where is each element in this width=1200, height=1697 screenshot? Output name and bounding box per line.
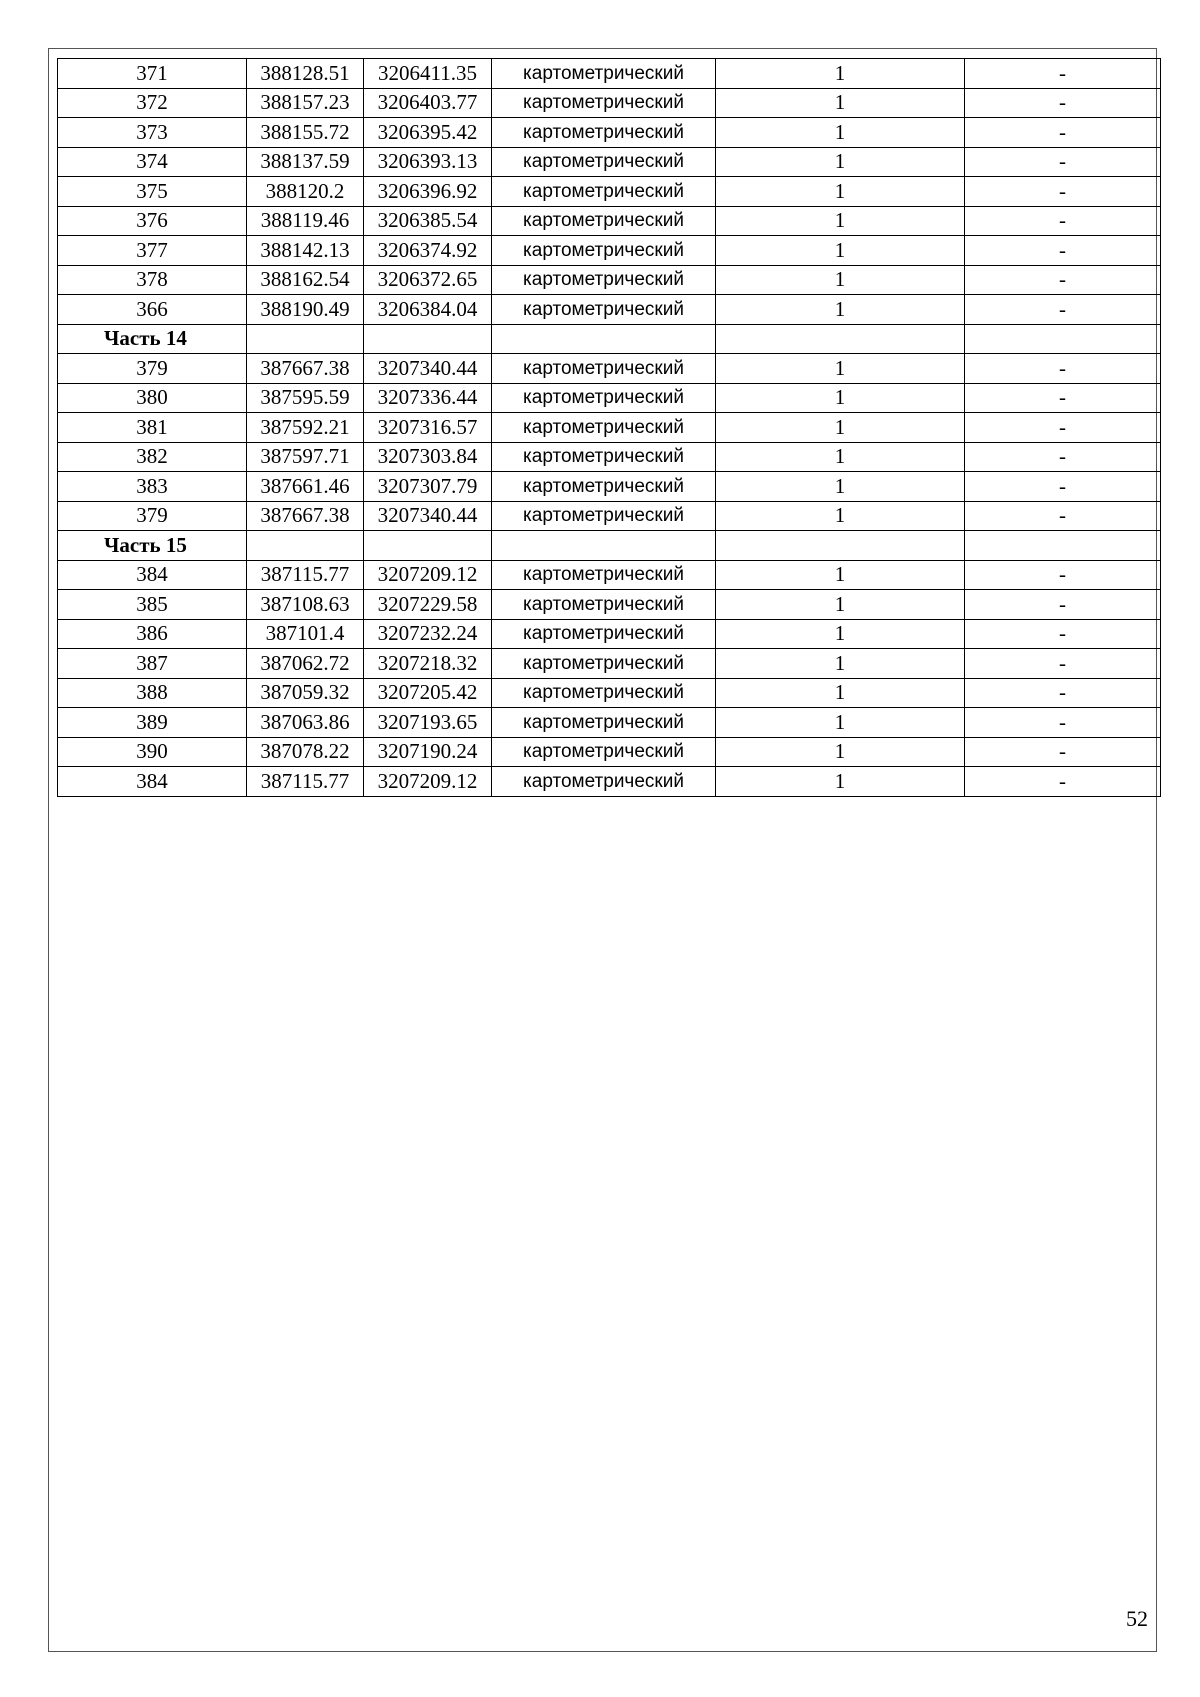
point-number-cell: 382 [58, 442, 247, 472]
empty-cell [716, 531, 965, 561]
table-row [58, 590, 1161, 620]
table-row [58, 118, 1161, 148]
note-cell: - [965, 708, 1161, 738]
table-row [58, 560, 1161, 590]
accuracy-cell: 1 [716, 236, 965, 266]
empty-cell [492, 324, 716, 354]
point-number-cell: 387 [58, 649, 247, 679]
y-coordinate-cell: 3206374.92 [364, 236, 492, 266]
x-coordinate-cell: 387595.59 [247, 383, 364, 413]
x-coordinate-cell: 388155.72 [247, 118, 364, 148]
accuracy-cell: 1 [716, 206, 965, 236]
y-coordinate-cell: 3207209.12 [364, 767, 492, 797]
y-coordinate-cell: 3207336.44 [364, 383, 492, 413]
note-cell: - [965, 619, 1161, 649]
part-label: Часть 14 [58, 324, 247, 354]
point-number-cell: 380 [58, 383, 247, 413]
accuracy-cell: 1 [716, 118, 965, 148]
point-number-cell: 388 [58, 678, 247, 708]
note-cell: - [965, 206, 1161, 236]
accuracy-cell: 1 [716, 59, 965, 89]
x-coordinate-cell: 387592.21 [247, 413, 364, 443]
method-cell: картометрический [492, 88, 716, 118]
table-row [58, 767, 1161, 797]
note-cell: - [965, 265, 1161, 295]
point-number-cell: 373 [58, 118, 247, 148]
accuracy-cell: 1 [716, 678, 965, 708]
note-cell: - [965, 413, 1161, 443]
y-coordinate-cell: 3207307.79 [364, 472, 492, 502]
method-cell: картометрический [492, 236, 716, 266]
accuracy-cell: 1 [716, 442, 965, 472]
x-coordinate-cell: 387667.38 [247, 354, 364, 384]
y-coordinate-cell: 3207229.58 [364, 590, 492, 620]
note-cell: - [965, 501, 1161, 531]
table-row [58, 501, 1161, 531]
note-cell: - [965, 442, 1161, 472]
part-header-row [58, 324, 1161, 354]
method-cell: картометрический [492, 147, 716, 177]
empty-cell [364, 531, 492, 561]
method-cell: картометрический [492, 413, 716, 443]
method-cell: картометрический [492, 472, 716, 502]
table-row [58, 236, 1161, 266]
method-cell: картометрический [492, 206, 716, 236]
y-coordinate-cell: 3207190.24 [364, 737, 492, 767]
method-cell: картометрический [492, 383, 716, 413]
note-cell: - [965, 737, 1161, 767]
table-row [58, 413, 1161, 443]
point-number-cell: 372 [58, 88, 247, 118]
table-row [58, 708, 1161, 738]
y-coordinate-cell: 3207303.84 [364, 442, 492, 472]
note-cell: - [965, 118, 1161, 148]
note-cell: - [965, 236, 1161, 266]
empty-cell [492, 531, 716, 561]
x-coordinate-cell: 387108.63 [247, 590, 364, 620]
note-cell: - [965, 590, 1161, 620]
point-number-cell: 379 [58, 501, 247, 531]
empty-cell [247, 324, 364, 354]
note-cell: - [965, 560, 1161, 590]
y-coordinate-cell: 3206403.77 [364, 88, 492, 118]
method-cell: картометрический [492, 678, 716, 708]
accuracy-cell: 1 [716, 265, 965, 295]
accuracy-cell: 1 [716, 560, 965, 590]
note-cell: - [965, 295, 1161, 325]
empty-cell [716, 324, 965, 354]
accuracy-cell: 1 [716, 767, 965, 797]
empty-cell [364, 324, 492, 354]
note-cell: - [965, 354, 1161, 384]
accuracy-cell: 1 [716, 354, 965, 384]
y-coordinate-cell: 3206372.65 [364, 265, 492, 295]
table-row [58, 737, 1161, 767]
x-coordinate-cell: 388162.54 [247, 265, 364, 295]
accuracy-cell: 1 [716, 649, 965, 679]
x-coordinate-cell: 387063.86 [247, 708, 364, 738]
method-cell: картометрический [492, 590, 716, 620]
accuracy-cell: 1 [716, 88, 965, 118]
table-row [58, 177, 1161, 207]
empty-cell [965, 324, 1161, 354]
accuracy-cell: 1 [716, 737, 965, 767]
point-number-cell: 371 [58, 59, 247, 89]
accuracy-cell: 1 [716, 472, 965, 502]
point-number-cell: 374 [58, 147, 247, 177]
point-number-cell: 378 [58, 265, 247, 295]
y-coordinate-cell: 3207209.12 [364, 560, 492, 590]
y-coordinate-cell: 3207205.42 [364, 678, 492, 708]
page-number: 52 [1126, 1606, 1148, 1631]
point-number-cell: 384 [58, 767, 247, 797]
note-cell: - [965, 767, 1161, 797]
note-cell: - [965, 649, 1161, 679]
x-coordinate-cell: 387101.4 [247, 619, 364, 649]
point-number-cell: 383 [58, 472, 247, 502]
method-cell: картометрический [492, 708, 716, 738]
empty-cell [965, 531, 1161, 561]
y-coordinate-cell: 3206385.54 [364, 206, 492, 236]
x-coordinate-cell: 388128.51 [247, 59, 364, 89]
accuracy-cell: 1 [716, 413, 965, 443]
method-cell: картометрический [492, 265, 716, 295]
point-number-cell: 379 [58, 354, 247, 384]
method-cell: картометрический [492, 442, 716, 472]
table-row [58, 265, 1161, 295]
table-row [58, 678, 1161, 708]
part-header-row [58, 531, 1161, 561]
method-cell: картометрический [492, 118, 716, 148]
y-coordinate-cell: 3206396.92 [364, 177, 492, 207]
empty-cell [247, 531, 364, 561]
method-cell: картометрический [492, 619, 716, 649]
x-coordinate-cell: 388137.59 [247, 147, 364, 177]
point-number-cell: 389 [58, 708, 247, 738]
y-coordinate-cell: 3207340.44 [364, 501, 492, 531]
accuracy-cell: 1 [716, 383, 965, 413]
table-row [58, 206, 1161, 236]
note-cell: - [965, 147, 1161, 177]
note-cell: - [965, 88, 1161, 118]
method-cell: картометрический [492, 737, 716, 767]
part-label: Часть 15 [58, 531, 247, 561]
x-coordinate-cell: 387115.77 [247, 560, 364, 590]
x-coordinate-cell: 387667.38 [247, 501, 364, 531]
note-cell: - [965, 678, 1161, 708]
x-coordinate-cell: 388119.46 [247, 206, 364, 236]
y-coordinate-cell: 3206393.13 [364, 147, 492, 177]
accuracy-cell: 1 [716, 147, 965, 177]
method-cell: картометрический [492, 354, 716, 384]
x-coordinate-cell: 387062.72 [247, 649, 364, 679]
y-coordinate-cell: 3207232.24 [364, 619, 492, 649]
point-number-cell: 376 [58, 206, 247, 236]
x-coordinate-cell: 387078.22 [247, 737, 364, 767]
y-coordinate-cell: 3207218.32 [364, 649, 492, 679]
table-row [58, 88, 1161, 118]
method-cell: картометрический [492, 59, 716, 89]
point-number-cell: 385 [58, 590, 247, 620]
point-number-cell: 381 [58, 413, 247, 443]
x-coordinate-cell: 387059.32 [247, 678, 364, 708]
x-coordinate-cell: 387597.71 [247, 442, 364, 472]
method-cell: картометрический [492, 295, 716, 325]
point-number-cell: 390 [58, 737, 247, 767]
y-coordinate-cell: 3206395.42 [364, 118, 492, 148]
accuracy-cell: 1 [716, 590, 965, 620]
point-number-cell: 384 [58, 560, 247, 590]
coordinates-table [57, 58, 1161, 797]
method-cell: картометрический [492, 501, 716, 531]
x-coordinate-cell: 388190.49 [247, 295, 364, 325]
accuracy-cell: 1 [716, 708, 965, 738]
x-coordinate-cell: 388157.23 [247, 88, 364, 118]
point-number-cell: 377 [58, 236, 247, 266]
table-row [58, 295, 1161, 325]
accuracy-cell: 1 [716, 177, 965, 207]
x-coordinate-cell: 387661.46 [247, 472, 364, 502]
point-number-cell: 386 [58, 619, 247, 649]
point-number-cell: 375 [58, 177, 247, 207]
y-coordinate-cell: 3207316.57 [364, 413, 492, 443]
method-cell: картометрический [492, 177, 716, 207]
note-cell: - [965, 383, 1161, 413]
table-row [58, 442, 1161, 472]
y-coordinate-cell: 3207193.65 [364, 708, 492, 738]
table-row [58, 147, 1161, 177]
method-cell: картометрический [492, 560, 716, 590]
x-coordinate-cell: 387115.77 [247, 767, 364, 797]
y-coordinate-cell: 3207340.44 [364, 354, 492, 384]
y-coordinate-cell: 3206411.35 [364, 59, 492, 89]
accuracy-cell: 1 [716, 501, 965, 531]
x-coordinate-cell: 388120.2 [247, 177, 364, 207]
y-coordinate-cell: 3206384.04 [364, 295, 492, 325]
table-row [58, 59, 1161, 89]
accuracy-cell: 1 [716, 619, 965, 649]
x-coordinate-cell: 388142.13 [247, 236, 364, 266]
table-row [58, 472, 1161, 502]
table-row [58, 383, 1161, 413]
method-cell: картометрический [492, 649, 716, 679]
coordinates-table-body [58, 59, 1161, 797]
table-row [58, 649, 1161, 679]
table-row [58, 619, 1161, 649]
point-number-cell: 366 [58, 295, 247, 325]
note-cell: - [965, 59, 1161, 89]
note-cell: - [965, 472, 1161, 502]
note-cell: - [965, 177, 1161, 207]
accuracy-cell: 1 [716, 295, 965, 325]
table-row [58, 354, 1161, 384]
method-cell: картометрический [492, 767, 716, 797]
